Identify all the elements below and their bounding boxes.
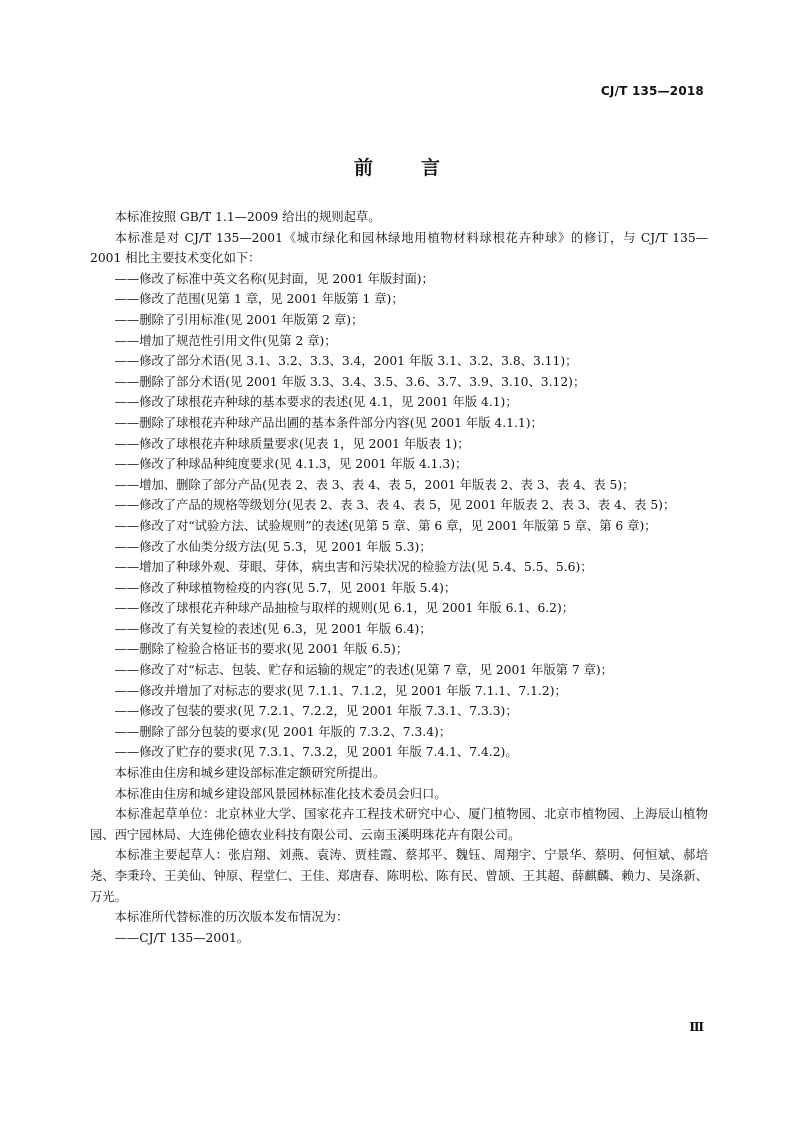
change-list	[90, 269, 708, 763]
paragraph-drafting-organizations: 本标准起草单位：北京林业大学、国家花卉工程技术研究中心、厦门植物园、北京市植物园、上海辰山植物园、西宁园林局、大连佛伦德农业科技有限公司、云南玉溪明珠花卉有限公司。	[90, 807, 708, 842]
paragraph-revision-intro: 本标准是对 CJ/T 135—2001《城市绿化和园林绿地用植物材料球根花卉种球》的修订，与 CJ/T 135—2001 相比主要技术变化如下：	[90, 230, 708, 266]
change-item: ——修改了贮存的要求(见 7.3.1、7.3.2，见 2001 年版 7.4.1、7.4.2)。	[114, 745, 518, 760]
paragraph-history-intro: 本标准所代替标准的历次版本发布情况为：	[114, 910, 349, 925]
paragraph-governing-body: 本标准由住房和城乡建设部风景园林标准化技术委员会归口。	[114, 786, 447, 801]
paragraph-drafters: 本标准主要起草人：张启翔、刘燕、袁涛、贾桂霞、蔡邦平、魏钰、周翔宇、宁景华、蔡明、何恒斌、郝培尧、李秉玲、王美仙、钟原、程堂仁、王佳、郑唐春、陈明松、陈有民、曾颉、王其超、薛麒麟、赖力、吴涤新、万光。	[90, 848, 708, 904]
change-item: ——删除了部分包装的要求(见 2001 年版的 7.3.2、7.3.4)；	[114, 724, 452, 739]
change-item: ——修改了对“标志、包装、贮存和运输的规定”的表述(见第 7 章，见 2001 年版第 7 章)；	[114, 663, 613, 678]
change-item: ——修改了有关复检的表述(见 6.3，见 2001 年版 6.4)；	[114, 621, 432, 636]
paragraph-drafting-rule: 本标准按照 GB/T 1.1—2009 给出的规则起草。	[114, 210, 381, 224]
change-item: ——增加了种球外观、芽眼、芽体，病虫害和污染状况的检验方法(见 5.4、5.5、5.6)；	[114, 560, 593, 575]
change-item: ——修改了标准中英文名称(见封面，见 2001 年版封面)；	[114, 271, 434, 286]
change-item: ——修改并增加了对标志的要求(见 7.1.1、7.1.2，见 2001 年版 7.1.1、7.1.2)；	[114, 683, 567, 698]
change-item: ——修改了水仙类分级方法(见 5.3，见 2001 年版 5.3)；	[114, 539, 432, 554]
paragraph-proposer: 本标准由住房和城乡建设部标准定额研究所提出。	[114, 766, 386, 781]
page-title-char-1: 前	[353, 157, 373, 179]
history-item: ——CJ/T 135—2001。	[114, 930, 250, 945]
page-number: Ⅲ	[689, 1020, 704, 1034]
foreword-body	[90, 207, 708, 948]
change-item: ——修改了球根花卉种球产品抽检与取样的规则(见 6.1，见 2001 年版 6.1、6.2)；	[114, 601, 575, 616]
change-item: ——修改了种球品种纯度要求(见 4.1.3，见 2001 年版 4.1.3)；	[114, 457, 468, 472]
change-item: ——修改了球根花卉种球质量要求(见表 1，见 2001 年版表 1)；	[114, 436, 470, 451]
change-item: ——修改了部分术语(见 3.1、3.2、3.3、3.4，2001 年版 3.1、3.2、3.8、3.11)；	[114, 354, 578, 369]
change-item: ——增加了规范性引用文件(见第 2 章)；	[114, 333, 337, 348]
change-item: ——修改了包装的要求(见 7.2.1、7.2.2，见 2001 年版 7.3.1、7.3.3)；	[114, 704, 518, 719]
change-item: ——增加、删除了部分产品(见表 2、表 3、表 4、表 5，2001 年版表 2、表 3、表 4、表 5)；	[114, 477, 635, 492]
change-item: ——修改了球根花卉种球的基本要求的表述(见 4.1，见 2001 年版 4.1)；	[114, 395, 518, 410]
change-item: ——修改了范围(见第 1 章，见 2001 年版第 1 章)；	[114, 292, 404, 307]
change-item: ——修改了产品的规格等级划分(见表 2、表 3、表 4、表 5，见 2001 年版表 2、表 3、表 4、表 5)；	[114, 498, 676, 513]
change-item: ——修改了种球植物检疫的内容(见 5.7，见 2001 年版 5.4)；	[114, 580, 457, 595]
page-title	[0, 153, 794, 180]
change-item: ——删除了球根花卉种球产品出圃的基本条件部分内容(见 2001 年版 4.1.1)；	[114, 415, 543, 430]
page-title-char-2: 言	[421, 157, 441, 179]
change-item: ——删除了引用标准(见 2001 年版第 2 章)；	[114, 312, 364, 327]
change-item: ——删除了部分术语(见 2001 年版 3.3、3.4、3.5、3.6、3.7、3.9、3.10、3.12)；	[114, 374, 586, 389]
change-item: ——删除了检验合格证书的要求(见 2001 年版 6.5)；	[114, 642, 409, 657]
change-item: ——修改了对“试验方法、试验规则”的表述(见第 5 章、第 6 章，见 2001 年版第 5 章、第 6 章)；	[114, 518, 657, 533]
standard-code: CJ/T 135—2018	[600, 84, 704, 98]
